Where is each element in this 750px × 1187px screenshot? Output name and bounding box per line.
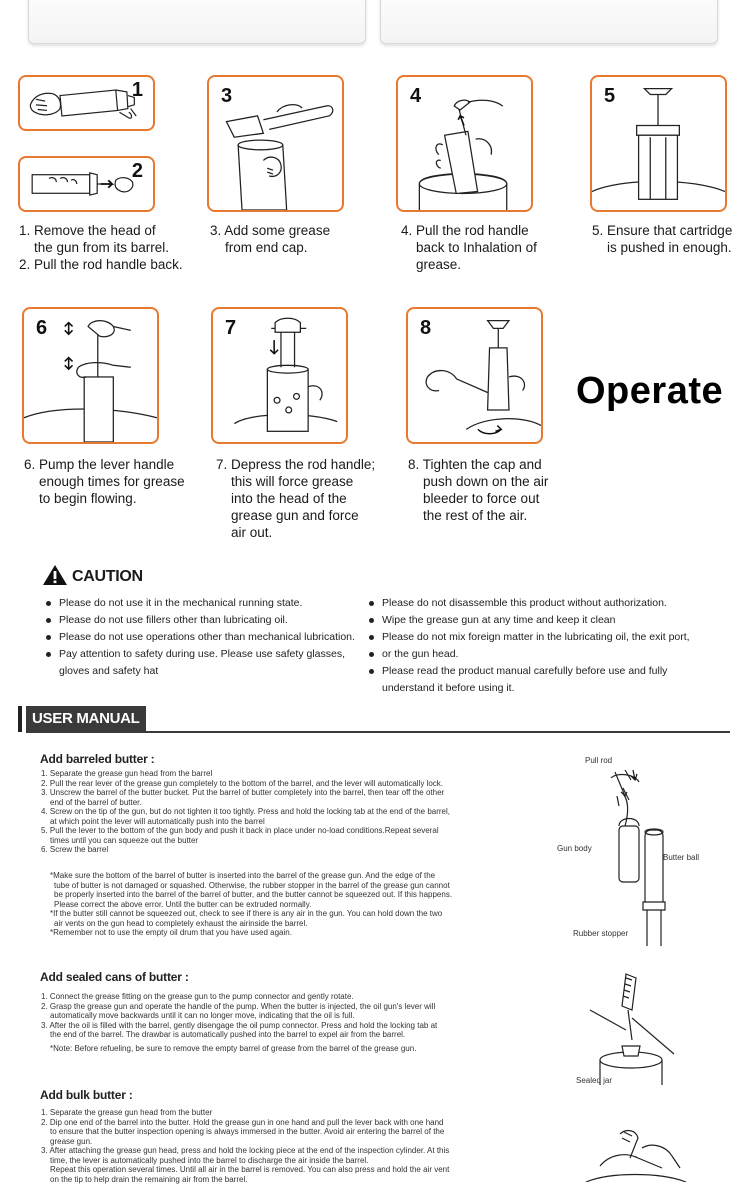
- bulk-butter-steps: [41, 1108, 449, 1184]
- user-manual-divider: [26, 731, 730, 733]
- sealed-cans-steps: [41, 992, 437, 1040]
- caption-line: 1. Remove the head of: [19, 223, 156, 238]
- manual-line: 1. Connect the grease fitting on the grease gun to the pump connector and gently rotate.: [41, 992, 354, 1001]
- operate-heading: Operate: [576, 370, 724, 412]
- caption-step-5: [592, 222, 732, 256]
- caution-item: Please do not use it in the mechanical running state.: [44, 595, 355, 612]
- top-panel-right: [380, 0, 718, 44]
- caption-line: 3. Add some grease: [210, 223, 331, 238]
- manual-line-text: times until you can squeeze out the butter: [50, 835, 199, 845]
- caption-line: back to Inhalation of: [416, 240, 537, 255]
- barreled-butter-title: Add barreled butter :: [40, 752, 155, 766]
- caption-line: the rest of the air.: [423, 508, 528, 523]
- caption-line: 6. Pump the lever handle: [24, 457, 175, 472]
- caption-steps-1-2: [19, 222, 183, 273]
- step-8-number: 8: [420, 317, 432, 339]
- step-4-illustration: [396, 75, 533, 212]
- manual-line: [41, 817, 450, 827]
- barreled-butter-figure: [555, 752, 735, 947]
- manual-line: [41, 1011, 437, 1021]
- step-4-number: 4: [410, 85, 422, 107]
- caption-step-4: [401, 222, 537, 273]
- warning-triangle-icon: [42, 564, 68, 586]
- caution-item: [367, 663, 690, 697]
- caution-item: Please do not mix foreign matter in the lubricating oil, the exit port,: [367, 629, 690, 646]
- caption-line: enough times for grease: [39, 474, 185, 489]
- bulk-butter-drawing: [580, 1128, 690, 1182]
- caption-line: 4. Pull the rod handle: [401, 223, 529, 238]
- step-2-number: 2: [131, 160, 143, 182]
- manual-line: [41, 1127, 449, 1137]
- caption-line: into the head of the: [231, 491, 347, 506]
- caption-line: 7. Depress the rod handle;: [216, 457, 376, 472]
- step-7-number: 7: [225, 317, 237, 339]
- caption-line: 2. Pull the rod handle back.: [19, 257, 183, 272]
- sealed-jar-figure: [570, 970, 690, 1085]
- label-rubber-stopper: Rubber stopper: [573, 929, 629, 938]
- manual-line-text: on the tip to help drain the remaining air from the barrel.: [50, 1174, 248, 1184]
- caption-line: 5. Ensure that cartridge: [592, 223, 733, 238]
- caption-line: to begin flowing.: [39, 491, 137, 506]
- manual-line: 3. After attaching the grease gun head, press and hold the locking piece at the end of the inspection cylinder. At this: [41, 1146, 450, 1155]
- note-line: be properly inserted into the barrel of the barrel of butter, and the butter cannot be squeezed out. If this happens.: [54, 890, 453, 899]
- label-butter-ball: Butter ball: [663, 853, 700, 862]
- manual-line: 4. Screw on the tip of the gun, but do not tighten it too tightly. Press and hold the locking tab at the end of the barrel,: [41, 807, 451, 816]
- caution-item-text: understand it before using it.: [382, 682, 515, 694]
- manual-line-text: to ensure that the butter inspection opening is always immersed in the butter. Avoid air entering the barrel of the: [50, 1127, 445, 1136]
- caption-step-7: [216, 456, 375, 541]
- step-6-illustration: [22, 307, 159, 444]
- manual-line: 1. Separate the grease gun head from the butter: [41, 1108, 213, 1117]
- caption-line: this will force grease: [231, 474, 354, 489]
- caption-step-3: [210, 222, 330, 256]
- manual-line: 2. Pull the rear lever of the grease gun completely to the bottom of the barrel, and the lever will automatically lock.: [41, 778, 443, 788]
- caption-line: 8. Tighten the cap and: [408, 457, 542, 472]
- manual-line-text: at which point the lever will automatically push into the barrel: [50, 816, 265, 826]
- manual-line: [41, 836, 450, 846]
- step-6-number: 6: [36, 317, 48, 339]
- caution-item: Please do not disassemble this product without authorization.: [367, 595, 690, 612]
- step-7-illustration: [211, 307, 348, 444]
- manual-line-text: time, the lever is automatically pushed into the barrel to discharge the air inside the barrel.: [50, 1155, 369, 1165]
- caption-line: grease.: [416, 257, 462, 272]
- manual-line: 2. Grasp the grease gun and operate the handle of the pump. When the butter is injected, the oil gun's lever will: [41, 1001, 436, 1011]
- step-5-illustration: [590, 75, 727, 212]
- step-3-illustration: [207, 75, 344, 212]
- caution-item-text: gloves and safety hat: [59, 665, 159, 677]
- label-gun-body: Gun body: [557, 844, 592, 853]
- manual-line-text: end of the barrel of butter.: [50, 797, 142, 807]
- caption-line: bleeder to force out: [423, 491, 540, 506]
- manual-line: [41, 1175, 449, 1185]
- note-line: Please correct the above error. Until the butter can be extruded normally.: [54, 899, 312, 909]
- manual-line-text: the end of the barrel. The drawbar is automatically pushed into the barrel to expel air from the barrel.: [50, 1030, 406, 1039]
- note-line: *Remember not to use the empty oil drum that you have used again.: [50, 928, 292, 937]
- step-1-number: 1: [131, 79, 143, 101]
- label-sealed-jar: Sealed jar: [576, 1076, 613, 1085]
- bulk-butter-figure: [580, 1128, 690, 1182]
- manual-line: 3. Unscrew the barrel of the butter bucket. Put the barrel of butter completely into the barrel, then tear off the other: [41, 788, 445, 797]
- manual-line: [41, 798, 450, 808]
- note-line: *Note: Before refueling, be sure to remove the empty barrel of grease from the barrel of the grease gun.: [50, 1044, 417, 1053]
- caution-item: Wipe the grease gun at any time and keep it clean: [367, 612, 690, 629]
- bulk-butter-title: Add bulk butter :: [40, 1088, 133, 1102]
- barreled-butter-notes: [50, 871, 452, 938]
- note-line: *Make sure the bottom of the barrel of butter is inserted into the barrel of the grease gun. And the edge of the: [50, 871, 436, 880]
- caption-line: the gun from its barrel.: [34, 240, 170, 255]
- step-5-number: 5: [604, 85, 616, 107]
- caution-item: Please do not use fillers other than lubricating oil.: [44, 612, 355, 629]
- sealed-cans-title: Add sealed cans of butter :: [40, 970, 189, 984]
- note-line: tube of butter is not damaged or squashed. Otherwise, the rubber stopper in the barrel of the grease gun cannot: [54, 880, 450, 890]
- manual-line: [41, 1156, 449, 1166]
- barreled-butter-steps: [41, 769, 450, 855]
- manual-line: [41, 1137, 449, 1147]
- sealed-jar-drawing: [570, 970, 690, 1085]
- label-pull-rod: Pull rod: [585, 756, 613, 765]
- manual-line: [41, 1030, 437, 1040]
- manual-line: 2. Dip one end of the barrel into the butter. Hold the grease gun in one hand and pull the lever back with one hand: [41, 1117, 444, 1127]
- caption-step-6: [24, 456, 185, 507]
- sealed-cans-note: [50, 1044, 416, 1054]
- step-1-illustration: [18, 75, 155, 131]
- caption-line: is pushed in enough.: [607, 240, 732, 255]
- caution-item: [44, 646, 355, 680]
- user-manual-title: USER MANUAL: [26, 706, 146, 732]
- caution-item-text: Please read the product manual carefully before use and fully: [382, 665, 668, 677]
- caption-line: grease gun and force: [231, 508, 359, 523]
- caution-item: or the gun head.: [367, 646, 690, 663]
- note-line: *If the butter still cannot be squeezed out, check to see if there is any air in the gun. You can hold down the two: [50, 909, 443, 918]
- caption-line: air out.: [231, 525, 273, 540]
- user-manual-marker: [18, 706, 22, 732]
- manual-line-text: automatically move backwards until it can no longer move, indicating that the oil is full.: [50, 1011, 355, 1020]
- top-panel-left: [28, 0, 366, 44]
- manual-line: 5. Pull the lever to the bottom of the gun body and push it back in place under no-load conditions.Repeat several: [41, 826, 439, 835]
- manual-line: 1. Separate the grease gun head from the barrel: [41, 769, 213, 778]
- step-2-illustration: [18, 156, 155, 212]
- caution-item: Please do not use operations other than mechanical lubrication.: [44, 629, 355, 646]
- manual-line: 3. After the oil is filled with the barrel, gently disengage the oil pump connector. Press and hold the locking tab at: [41, 1020, 438, 1030]
- caption-step-8: [408, 456, 548, 524]
- caution-title: CAUTION: [72, 568, 143, 585]
- manual-line: 6. Screw the barrel: [41, 845, 109, 854]
- manual-line-text: Repeat this operation several times. Until all air in the barrel is removed. You can also press and hold the air vent: [50, 1165, 450, 1174]
- caption-line: push down on the air: [423, 474, 549, 489]
- step-3-number: 3: [221, 85, 233, 107]
- manual-line: [41, 1165, 449, 1175]
- caption-line: from end cap.: [225, 240, 308, 255]
- caution-item-text: Pay attention to safety during use. Please use safety glasses,: [59, 648, 346, 660]
- caution-list-right: [367, 595, 690, 697]
- step-8-illustration: [406, 307, 543, 444]
- manual-line-text: grease gun.: [50, 1136, 93, 1146]
- caution-list-left: [44, 595, 355, 680]
- note-line: air vents on the gun head to completely exhaust the airinside the barrel.: [54, 918, 308, 928]
